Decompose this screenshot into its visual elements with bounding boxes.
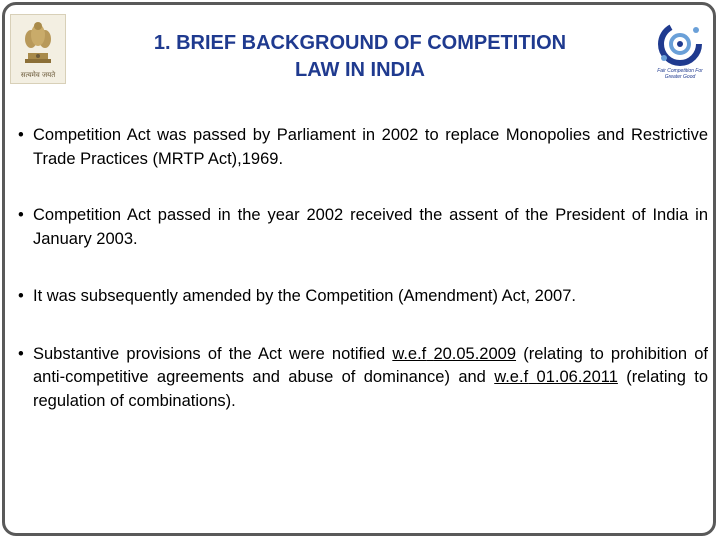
- bullet-mark: •: [18, 126, 24, 144]
- bullet-text-part: Substantive provisions of the Act were notified: [33, 344, 393, 363]
- bullet-list: [18, 124, 708, 413]
- list-item: [18, 343, 708, 414]
- logo-caption: Fair Competition For Greater Good: [657, 68, 703, 80]
- list-item: [18, 204, 708, 251]
- bullet-mark: •: [18, 206, 24, 224]
- underlined-text: w.e.f: [392, 344, 427, 363]
- bullet-text-part: (relating to prohibition of anti-competitive agreements and abuse of dominance) and: [33, 344, 708, 386]
- bullet-mark: •: [18, 344, 24, 363]
- national-emblem-icon: [10, 14, 66, 84]
- underlined-space: [528, 368, 536, 386]
- list-item: [18, 124, 708, 171]
- underlined-text: w.e.f: [494, 368, 529, 386]
- emblem-caption: सत्यमेव जयते: [20, 71, 56, 79]
- list-item: [18, 285, 708, 309]
- emblem-graphic: [11, 15, 65, 71]
- slide-header: [0, 0, 720, 100]
- bullet-mark: •: [18, 287, 24, 305]
- cci-logo-icon: [650, 22, 710, 82]
- bullet-text: It was subsequently amended by the Competition (Amendment) Act, 2007.: [33, 287, 576, 305]
- bullet-text: Competition Act was passed by Parliament in 2002 to replace Monopolies and Restrictive Trade Practices (MRTP Act),1969.: [33, 126, 708, 168]
- page-title: 1. BRIEF BACKGROUND OF COMPETITION LAW IN INDIA: [153, 32, 567, 81]
- notification-date: 20.05.2009: [433, 344, 517, 363]
- bullet-text-part: (relating to regulation of combinations).: [33, 368, 708, 410]
- bullet-text: Competition Act passed in the year 2002 received the assent of the President of India in January 2003.: [33, 206, 708, 248]
- cci-logo-graphic: [650, 22, 710, 68]
- notification-date: 01.06.2011: [536, 368, 618, 386]
